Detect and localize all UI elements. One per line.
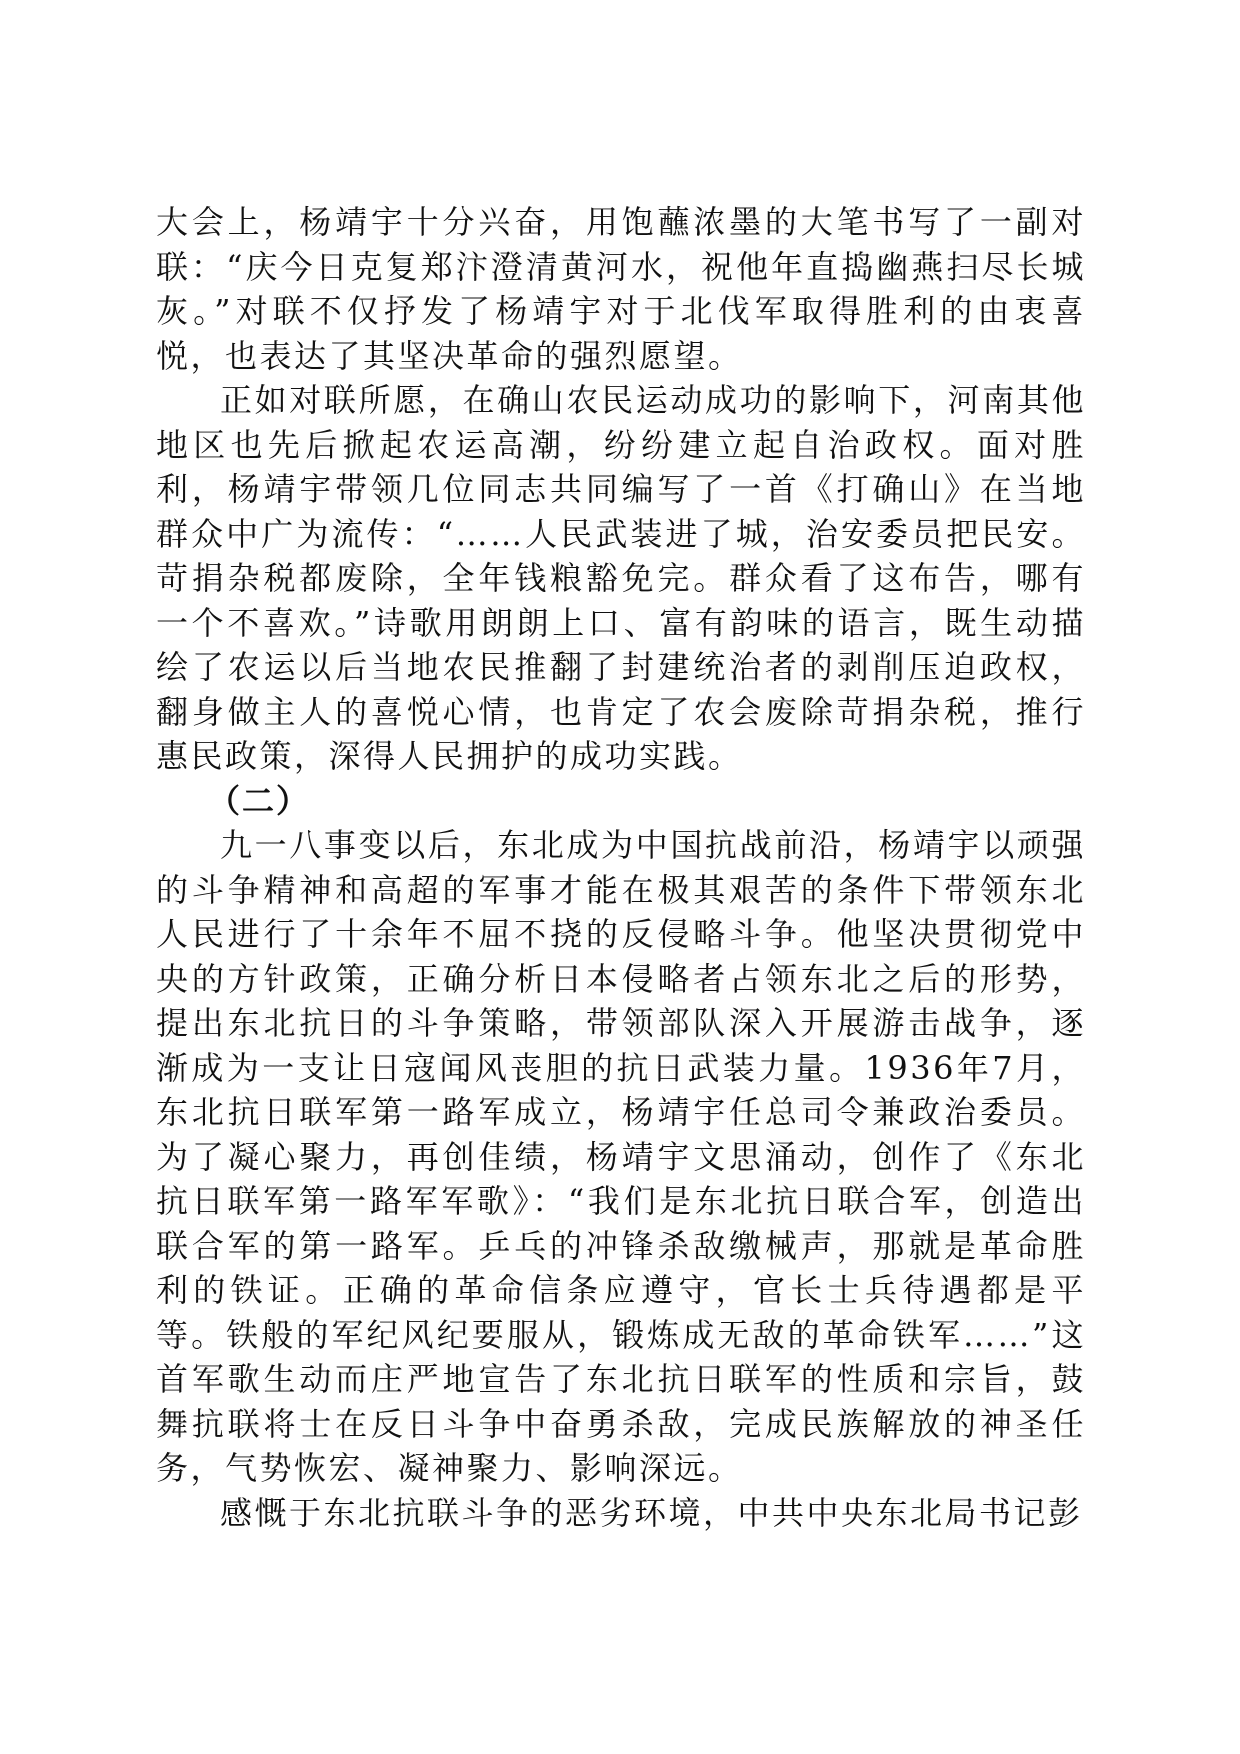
section-heading: （二） [208, 781, 311, 820]
paragraph-queshan-song: 正如对联所愿，在确山农民运动成功的影响下，河南其他地区也先后掀起农运高潮，纷纷建立起自治政权。面对胜利，杨靖宇带领几位同志共同编写了一首《打确山》在当地群众中广为流传：“……人民武装进了城，治安委员把民安。苛捐杂税都废除，全年钱粮豁免完。群众看了这布告，哪有一个不喜欢。”诗歌用朗朗上口、富有韵味的语言，既生动描绘了农运以后当地农民推翻了封建统治者的剥削压迫政权，翻身做主人的喜悦心情，也肯定了农会废除苛捐杂税，推行惠民政策，深得人民拥护的成功实践。 [156, 381, 1086, 775]
paragraph-couplet: 大会上，杨靖宇十分兴奋，用饱蘸浓墨的大笔书写了一副对联：“庆今日克复郑汴澄清黄河水，祝他年直捣幽燕扫尽长城灰。”对联不仅抒发了杨靖宇对于北伐军取得胜利的由衷喜悦，也表达了其坚决革命的强烈愿望。 [156, 203, 1086, 375]
paragraph-northeast-bureau: 感慨于东北抗联斗争的恶劣环境，中共中央东北局书记彭 [220, 1493, 1083, 1532]
paragraph-anti-japanese: 九一八事变以后，东北成为中国抗战前沿，杨靖宇以顽强的斗争精神和高超的军事才能在极其艰苦的条件下带领东北人民进行了十余年不屈不挠的反侵略斗争。他坚决贯彻党中央的方针政策，正确分析日本侵略者占领东北之后的形势，提出东北抗日的斗争策略，带领部队深入开展游击战争，逐渐成为一支让日寇闻风丧胆的抗日武装力量。1936年7月，东北抗日联军第一路军成立，杨靖宇任总司令兼政治委员。为了凝心聚力，再创佳绩，杨靖宇文思涌动，创作了《东北抗日联军第一路军军歌》：“我们是东北抗日联合军，创造出联合军的第一路军。乒乓的冲锋杀敌缴械声，那就是革命胜利的铁证。正确的革命信条应遵守，官长士兵待遇都是平等。铁般的军纪风纪要服从，锻炼成无敌的革命铁军……”这首军歌生动而庄严地宣告了东北抗日联军的性质和宗旨，鼓舞抗联将士在反日斗争中奋勇杀敌，完成民族解放的神圣任务，气势恢宏、凝神聚力、影响深远。 [156, 826, 1086, 1487]
article-body [156, 200, 1086, 1535]
